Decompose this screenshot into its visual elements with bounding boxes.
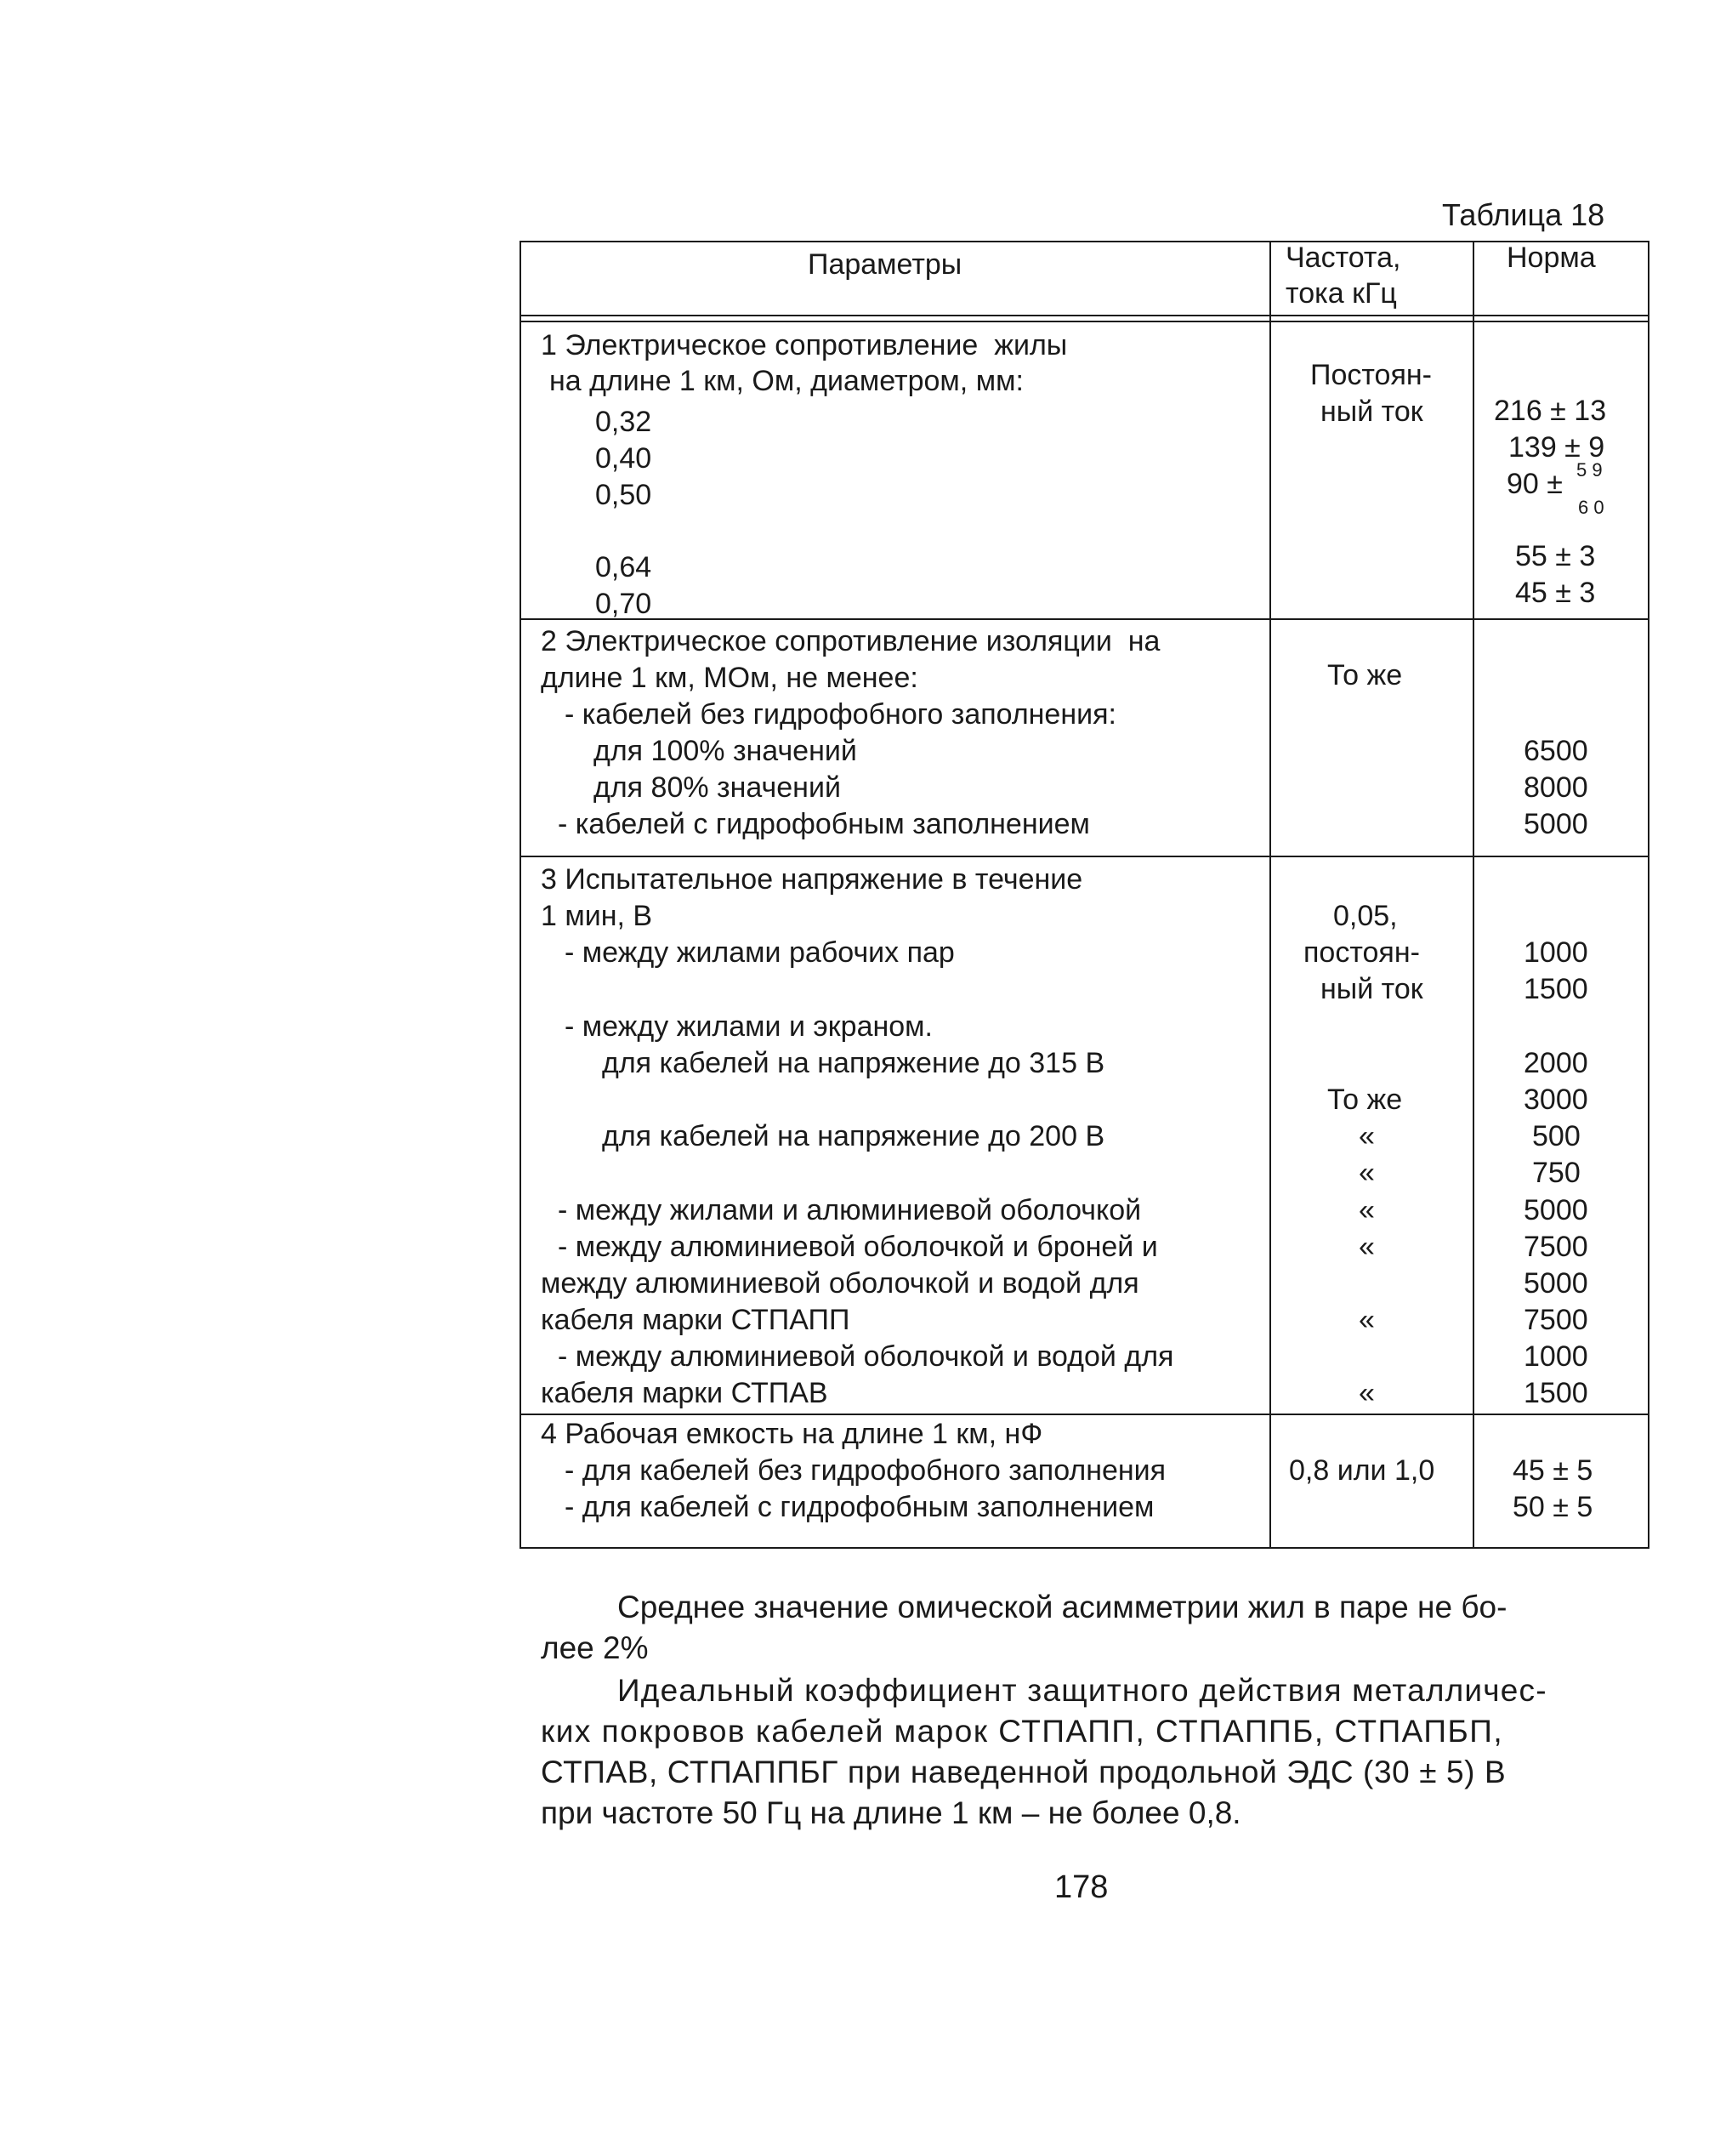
s3-norm: 750 bbox=[1532, 1157, 1581, 1189]
s1-diameter: 0,40 bbox=[595, 442, 652, 475]
s3-freq-same: То же bbox=[1327, 1084, 1403, 1116]
ditto-mark: « bbox=[1359, 1194, 1375, 1226]
header-freq-line2: тока кГц bbox=[1286, 277, 1397, 310]
s1-norm: 216 ± 13 bbox=[1494, 395, 1607, 427]
s3-item4-line3: кабеля марки СТПАПП bbox=[541, 1304, 850, 1336]
paragraph2-line2: ких покровов кабелей марок СТПАПП, СТПАППБ, СТПАПБП, bbox=[541, 1714, 1504, 1749]
s1-norm: 55 ± 3 bbox=[1515, 540, 1596, 572]
s1-diameter: 0,32 bbox=[595, 406, 652, 438]
s3-norm: 1000 bbox=[1524, 936, 1588, 969]
s2-item1b: для 80% значений bbox=[593, 771, 841, 804]
paragraph2-line4: при частоте 50 Гц на длине 1 км – не более 0,8. bbox=[541, 1795, 1241, 1830]
s1-freq-line2: ный ток bbox=[1320, 395, 1423, 428]
s2-title-line2: длине 1 км, МОм, не менее: bbox=[541, 662, 918, 694]
ditto-mark: « bbox=[1359, 1231, 1375, 1263]
s3-item2b: для кабелей на напряжение до 200 В bbox=[602, 1120, 1105, 1152]
s3-item4-line2: между алюминиевой оболочкой и водой для bbox=[541, 1267, 1139, 1300]
s2-item1: - кабелей без гидрофобного заполнения: bbox=[565, 698, 1116, 731]
s4-norm: 45 ± 5 bbox=[1513, 1454, 1593, 1487]
s3-norm: 3000 bbox=[1524, 1084, 1588, 1116]
s3-freq-line3: ный ток bbox=[1320, 973, 1423, 1005]
s3-norm: 5000 bbox=[1524, 1194, 1588, 1226]
s1-norm: 45 ± 3 bbox=[1515, 577, 1596, 609]
s2-title-line1: 2 Электрическое сопротивление изоляции на bbox=[541, 625, 1161, 657]
ditto-mark: « bbox=[1359, 1120, 1375, 1152]
paragraph1-line2: лее 2% bbox=[541, 1630, 649, 1665]
s3-norm: 1500 bbox=[1524, 1377, 1588, 1409]
s3-norm: 7500 bbox=[1524, 1304, 1588, 1336]
s1-title-line1: 1 Электрическое сопротивление жилы bbox=[541, 329, 1068, 361]
s3-norm: 1000 bbox=[1524, 1340, 1588, 1373]
header-norm: Норма bbox=[1507, 242, 1596, 274]
s4-norm: 50 ± 5 bbox=[1513, 1491, 1593, 1523]
ditto-mark: « bbox=[1359, 1157, 1375, 1189]
s3-freq-line1: 0,05, bbox=[1333, 900, 1398, 932]
s4-item2: - для кабелей с гидрофобным заполнением bbox=[565, 1491, 1155, 1523]
header-freq-line1: Частота, bbox=[1286, 242, 1401, 274]
paragraph1-line1: Среднее значение омической асимметрии жил в паре не бо- bbox=[617, 1590, 1507, 1624]
s4-item1: - для кабелей без гидрофобного заполнения bbox=[565, 1454, 1167, 1487]
s1-diameter: 0,70 bbox=[595, 588, 652, 620]
s1-diameter: 0,64 bbox=[595, 551, 652, 583]
s3-item2a: для кабелей на напряжение до 315 В bbox=[602, 1047, 1105, 1079]
header-params: Параметры bbox=[808, 248, 962, 281]
ditto-mark: « bbox=[1359, 1304, 1375, 1336]
s1-norm: 90 ± bbox=[1507, 468, 1563, 500]
s3-item3: - между жилами и алюминиевой оболочкой bbox=[558, 1194, 1142, 1226]
s1-norm: 139 ± 9 bbox=[1508, 431, 1605, 464]
s2-norm: 6500 bbox=[1524, 735, 1588, 767]
s4-title: 4 Рабочая емкость на длине 1 км, нФ bbox=[541, 1418, 1043, 1450]
s3-norm: 2000 bbox=[1524, 1047, 1588, 1079]
s1-norm-superscript: 5 9 bbox=[1576, 459, 1603, 481]
s3-title-line2: 1 мин, В bbox=[541, 900, 653, 932]
s2-norm: 8000 bbox=[1524, 771, 1588, 804]
s3-norm: 7500 bbox=[1524, 1231, 1588, 1263]
s3-item5-line1: - между алюминиевой оболочкой и водой для bbox=[558, 1340, 1174, 1373]
paragraph2-line1: Идеальный коэффициент защитного действия металличес- bbox=[617, 1673, 1547, 1708]
s1-title-line2: на длине 1 км, Ом, диаметром, мм: bbox=[549, 365, 1024, 397]
s2-item1a: для 100% значений bbox=[593, 735, 857, 767]
s1-norm-subscript: 6 0 bbox=[1578, 497, 1604, 518]
s1-freq-line1: Постоян- bbox=[1310, 359, 1432, 391]
s3-item1: - между жилами рабочих пар bbox=[565, 936, 955, 969]
s3-freq-line2: постоян- bbox=[1303, 936, 1420, 969]
s3-title-line1: 3 Испытательное напряжение в течение bbox=[541, 863, 1083, 896]
s3-norm: 1500 bbox=[1524, 973, 1588, 1005]
s2-item2: - кабелей с гидрофобным заполнением bbox=[558, 808, 1090, 840]
s1-diameter: 0,50 bbox=[595, 479, 652, 511]
s3-norm: 500 bbox=[1532, 1120, 1581, 1152]
s3-item2: - между жилами и экраном. bbox=[565, 1010, 933, 1043]
ditto-mark: « bbox=[1359, 1377, 1375, 1409]
page-number: 178 bbox=[1054, 1869, 1109, 1905]
s3-item4-line1: - между алюминиевой оболочкой и броней и bbox=[558, 1231, 1158, 1263]
table-caption: Таблица 18 bbox=[1442, 197, 1605, 232]
s2-norm: 5000 bbox=[1524, 808, 1588, 840]
paragraph2-line3: СТПАВ, СТПАППБГ при наведенной продольной ЭДС (30 ± 5) В bbox=[541, 1755, 1507, 1789]
s3-item5-line2: кабеля марки СТПАВ bbox=[541, 1377, 828, 1409]
s2-freq: То же bbox=[1327, 659, 1403, 691]
s3-norm: 5000 bbox=[1524, 1267, 1588, 1300]
s4-freq: 0,8 или 1,0 bbox=[1289, 1454, 1435, 1487]
